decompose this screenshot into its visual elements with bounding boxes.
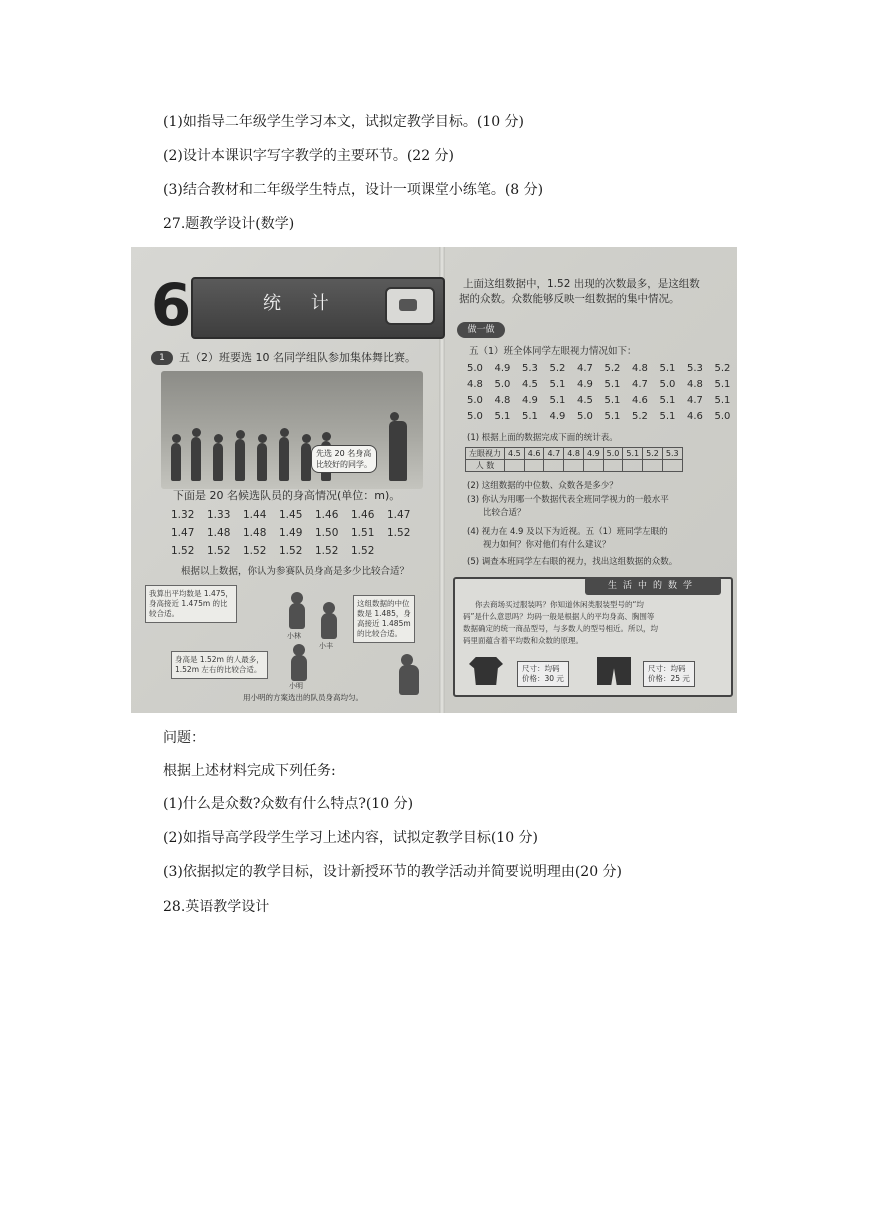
speech-xiaolin: 我算出平均数是 1.475， 身高接近 1.475m 的比 较合适。 <box>145 585 237 623</box>
task-5: (5) 调查本班同学左右眼的视力，找出这组数据的众数。 <box>467 557 678 567</box>
vision-row-4: 5.0 5.1 5.1 4.9 5.0 5.1 5.2 5.1 4.6 5.0 <box>467 411 731 422</box>
question-1: (1)如指导二年级学生学习本文，试拟定教学目标。(10 分) <box>163 114 525 130</box>
teacher-figure <box>399 665 419 695</box>
example-badge: 1 <box>151 351 173 365</box>
task-3-line: (3)依据拟定的教学目标，设计新授环节的教学活动并简要说明理由(20 分) <box>163 864 623 880</box>
vision-row-3: 5.0 4.8 4.9 5.1 4.5 5.1 4.6 5.1 4.7 5.1 <box>467 395 731 406</box>
task-instruction: 根据上述材料完成下列任务: <box>163 763 336 779</box>
name-xiaolin: 小林 <box>287 632 301 640</box>
task-1: (1) 根据上面的数据完成下面的统计表。 <box>467 433 618 443</box>
dance-scene-illustration <box>161 371 423 489</box>
vision-stat-table: 左眼视力 4.5 4.6 4.7 4.8 4.9 5.0 5.1 5.2 5.3 人 数 <box>465 447 683 472</box>
life-text-1: 你去商场买过服装吗？你知道休闲类服装型号的“均 <box>475 600 644 609</box>
question-3: (3)结合教材和二年级学生特点，设计一项课堂小练笔。(8 分) <box>163 182 544 198</box>
heading-28: 28.英语教学设计 <box>163 899 270 915</box>
speech-xiaoming: 身高是 1.52m 的人最多， 1.52m 左右的比较合适。 <box>171 651 268 679</box>
vision-row-1: 5.0 4.9 5.3 5.2 4.7 5.2 4.8 5.1 5.3 5.2 <box>467 363 731 374</box>
kid-xiaolin <box>289 603 305 629</box>
chapter-title: 统 计 <box>263 293 341 314</box>
price-tag-shorts: 尺寸：均码 价格：25 元 <box>643 661 695 687</box>
task-4b: 视力如何？你对他们有什么建议？ <box>483 540 611 550</box>
shorts-icon <box>597 657 631 685</box>
kid-xiaoming <box>291 655 307 681</box>
heights-row-2: 1.47 1.48 1.48 1.49 1.50 1.51 1.52 <box>171 527 411 539</box>
task-2-line: (2)如指导高学段学生学习上述内容，试拟定教学目标(10 分) <box>163 830 539 846</box>
life-math-title: 生活中的数学 <box>585 577 721 595</box>
speech-xiaofeng: 这组数据的中位 数是 1.485，身 高接近 1.485m 的比较合适。 <box>353 595 415 643</box>
question-2: (2)设计本课识字写字教学的主要环节。(22 分) <box>163 148 455 164</box>
chapter-number: 6 <box>150 271 192 339</box>
heights-row-3: 1.52 1.52 1.52 1.52 1.52 1.52 <box>171 545 375 557</box>
task-3a: (3) 你认为用哪一个数据代表全班同学视力的一般水平 <box>467 495 669 505</box>
textbook-photo <box>131 247 737 713</box>
heights-question: 根据以上数据，你认为参赛队员身高是多少比较合适？ <box>181 566 410 577</box>
practice-tag: 做一做 <box>457 322 505 338</box>
vision-intro: 五（1）班全体同学左眼视力情况如下： <box>469 346 637 357</box>
teacher-speech-bubble: 先选 20 名身高 比较好的同学。 <box>311 445 377 473</box>
life-text-4: 码里面蕴含着平均数和众数的原理。 <box>463 636 583 645</box>
heights-row-1: 1.32 1.33 1.44 1.45 1.46 1.46 1.47 <box>171 509 411 521</box>
tshirt-icon <box>469 657 503 685</box>
mode-definition-1: 上面这组数据中，1.52 出现的次数最多，是这组数 <box>463 278 700 290</box>
vision-row-2: 4.8 5.0 4.5 5.1 4.9 5.1 4.7 5.0 4.8 5.1 <box>467 379 731 390</box>
heights-intro: 下面是 20 名候选队员的身高情况(单位：m)。 <box>173 489 401 502</box>
price-tag-shirt: 尺寸：均码 价格：30 元 <box>517 661 569 687</box>
life-math-box <box>453 577 733 697</box>
task-4a: (4) 视力在 4.9 及以下为近视。五（1）班同学左眼的 <box>467 527 668 537</box>
chapter-banner <box>191 277 445 339</box>
task-3b: 比较合适？ <box>483 508 526 518</box>
kid-xiaofeng <box>321 613 337 639</box>
task-1-line: (1)什么是众数?众数有什么特点?(10 分) <box>163 796 414 812</box>
life-text-3: 数据确定的统一商品型号，与多数人的型号相近。所以，均 <box>463 624 658 633</box>
left-footer: 用小明的方案选出的队员身高均匀。 <box>243 693 363 702</box>
example-intro: 五（2）班要选 10 名同学组队参加集体舞比赛。 <box>179 351 416 364</box>
wenti-label: 问题： <box>163 730 205 746</box>
mode-definition-2: 据的众数。众数能够反映一组数据的集中情况。 <box>459 293 680 305</box>
heading-27: 27.题教学设计(数学) <box>163 216 295 232</box>
name-xiaoming: 小明 <box>289 682 303 690</box>
task-2: (2) 这组数据的中位数、众数各是多少？ <box>467 481 618 491</box>
computer-icon <box>385 287 435 325</box>
name-xiaofeng: 小丰 <box>319 642 333 650</box>
life-text-2: 码”是什么意思吗？均码一般是根据人的平均身高、胸围等 <box>463 612 655 621</box>
